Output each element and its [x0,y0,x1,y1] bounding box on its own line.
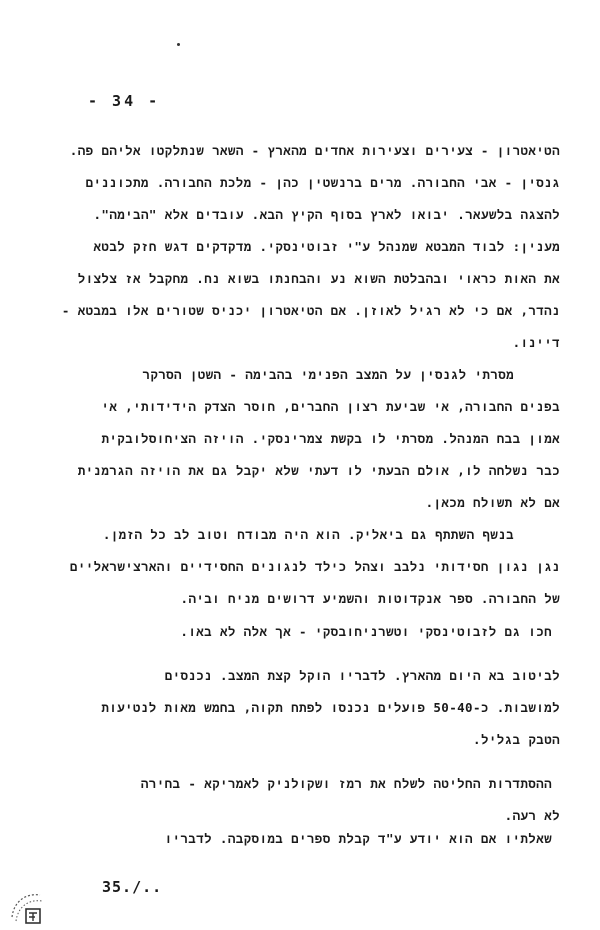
text-line: להצגה בלשעאר. יבואו לארץ בסוף הקיץ הבא. עובדים אלא "הבימה". [93,207,560,222]
text-line: בנשף השתתף גם ביאליק. הוא היה מבודח וטוב לב כל הזמן. [102,527,514,542]
text-line: נהדר, אם כי לא רגיל לאוזן. אם הטיאטרון יכניס שטורים אלו במבטא - [61,303,560,318]
text-line: נגן נגון חסידותי נלבב וצהל כילד לנגונים החסידיים והארצישראליים [69,559,560,574]
text-line: חכו גם לזבוטינסקי וטשרניחובסקי - אך אלה לא באו. [180,624,552,639]
ink-dot [177,43,180,46]
text-line: בפנים החבורה, אי שביעת רצון החברים, חוסר הצדק הידידותי, אי [101,399,560,414]
text-line: דיינו. [512,335,560,350]
continuation-marker: 35./.. [102,878,163,896]
page-number: - 34 - [88,92,161,110]
text-line: כבר נשלחה לו, אולם הבעתי לו דעתי שלא יקבל גם את הויזה הגרמנית [77,463,560,478]
text-line: ההסתדרות החליטה לשלח את רמז ושקולניק לאמריקא - בחירה [140,776,552,791]
text-line: של החבורה. ספר אנקדוטות והשמיע דרושים מניח וביה. [180,591,560,606]
text-line: לא רעה. [504,808,560,823]
text-line: מסרתי לגנסין על המצב הפנימי בהבימה - השטן הסרקר [142,367,514,382]
text-line: מענין: לבוד המבטא שמנהל ע"י זבוטינסקי. מדקדקים דגש חזק לבטא [93,239,560,254]
text-line: שאלתיו אם הוא יודע ע"ד קבלת ספרים במוסקבה. לדבריו [164,831,552,846]
archive-stamp-icon [8,887,48,927]
text-line: הטיאטרון - צעירים וצעירות אחדים מהארץ - השאר שנתלקטו אליהם פה. [69,143,560,158]
text-line: גנסין - אבי החבורה. מרים ברנשטין כהן - מלכת החבורה. מתכוננים [85,175,560,190]
text-line: לביטוב בא היום מהארץ. לדבריו הוקל קצת המצב. נכנסים [164,668,560,683]
text-line: הטבק בגליל. [473,732,560,747]
text-line: למושבות. כ-50-40 פועלים נכנסו לפתח תקוה, בחמש מאות לנטיעות [101,700,560,715]
text-line: אם לא תשולח מכאן. [425,495,560,510]
text-line: את האות כראוי ובהבלטת השוא נע והבחנתו בשוא נח. מחקבל אז צלצול [77,271,560,286]
text-line: אמון בבח המנהל. מסרתי לו בקשת צמרינסקי. הויזה הציחוסלובקית [101,431,560,446]
